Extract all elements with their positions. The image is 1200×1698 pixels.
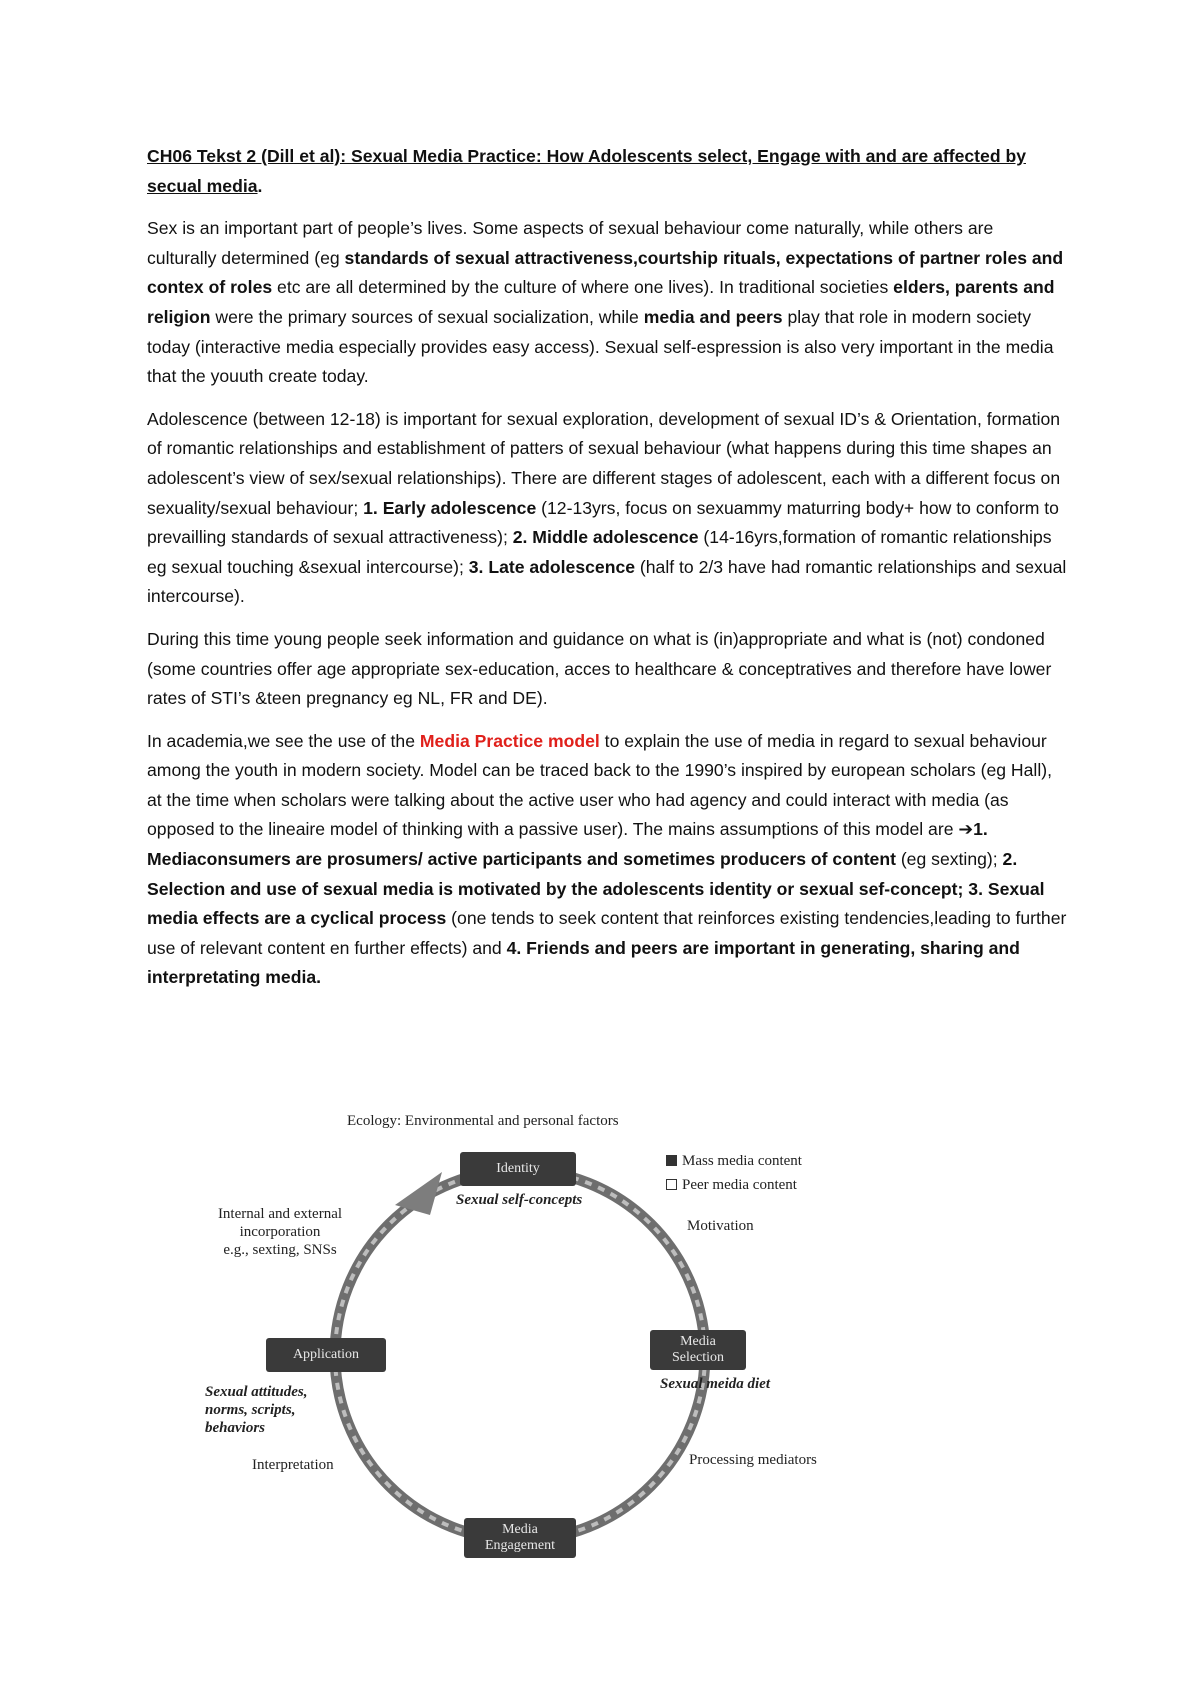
legend-mass: [666, 1152, 802, 1170]
text-run: etc are all determined by the culture of where one lives). In traditional societies: [272, 277, 894, 298]
sexual-self-concepts-label: Sexual self-concepts: [456, 1192, 583, 1208]
arrow-icon: ➔: [958, 819, 974, 840]
document-body: [147, 142, 1067, 1006]
highlight-run: Media Practice model: [419, 730, 600, 751]
text-run: play that role in modern society today (interactive media especially provides easy access). Sexual self-espression is also very important in the media that the youuth create today.: [147, 306, 1054, 387]
bold-run: 3. Late adolescence: [468, 556, 636, 577]
motivation-label: Motivation: [687, 1218, 754, 1234]
legend-mass-text: Mass media content: [682, 1153, 802, 1169]
media-practice-model-diagram: [190, 1110, 890, 1570]
sexual-attitudes-label: [205, 1383, 308, 1437]
legend-peer: [666, 1176, 797, 1194]
text-run: (12-13yrs, focus on sexuammy maturring body+ how to conform to prevailling standards of sexual attractiveness);: [147, 497, 1059, 548]
text-run: were the primary sources of sexual socialization, while: [210, 306, 644, 327]
ecology-label: Ecology: Environmental and personal factors: [347, 1113, 619, 1129]
paragraph-sexuality-culture: [147, 214, 1067, 392]
incorporation-line: Internal and external: [217, 1206, 343, 1222]
identity-box: Identity: [460, 1152, 576, 1186]
document-title: [147, 142, 1067, 201]
sexual-attitudes-line: behaviors: [205, 1420, 265, 1436]
media-engagement-line: Engagement: [485, 1538, 555, 1553]
paragraph-adolescence: [147, 405, 1067, 612]
bold-run: 1. Early adolescence: [363, 497, 537, 518]
text-run: (14-16yrs,formation of romantic relationships eg sexual touching &sexual intercourse);: [147, 527, 1052, 577]
sexual-attitudes-line: norms, scripts,: [205, 1402, 296, 1418]
bold-run: 2. Middle adolescence: [512, 527, 699, 548]
title-period: .: [257, 175, 263, 196]
mass-media-square-icon: [666, 1155, 677, 1166]
media-engagement-line: Media: [502, 1522, 538, 1537]
incorporation-line: incorporation: [239, 1224, 321, 1240]
text-run: (eg sexting);: [895, 849, 1003, 870]
bold-run: elders, parents and religion: [147, 277, 1055, 327]
paragraph-guidance: During this time young people seek information and guidance on what is (in)appropriate and what is (not) condoned (some countries offer age appropriate sex-education, acces to healthcare & conceptratives and therefore have lower rates of STI’s &teen pregnancy eg NL, FR and DE).: [147, 628, 1052, 709]
legend-peer-text: Peer media content: [682, 1177, 797, 1193]
title-text: CH06 Tekst 2 (Dill et al): Sexual Media Practice: How Adolescents select, Engage with and are affected by secual media: [147, 146, 1026, 196]
incorporation-label: [190, 1205, 370, 1259]
bold-run: standards of sexual attractiveness,courtship rituals, expectations of partner roles and contex of roles: [147, 247, 1064, 298]
bold-run: media and peers: [643, 306, 783, 327]
bold-run: 4. Friends and peers are important in generating, sharing and interpretating media.: [147, 937, 1020, 988]
media-engagement-box: [464, 1518, 576, 1558]
media-selection-line: Selection: [671, 1350, 725, 1365]
bold-run: 1. Mediaconsumers are prosumers/ active participants and sometimes producers of content: [147, 819, 988, 870]
processing-mediators-label: Processing mediators: [689, 1452, 817, 1468]
bold-run: 2. Selection and use of sexual media is motivated by the adolescents identity or sexual sef-concept; 3. Sexual media effects are a cyclical process: [147, 849, 1045, 929]
peer-media-square-icon: [666, 1179, 677, 1190]
text-run: (half to 2/3 have had romantic relationships and sexual intercourse).: [147, 556, 1067, 607]
media-selection-line: Media: [680, 1334, 716, 1349]
text-run: Adolescence (between 12-18) is important for sexual exploration, development of sexual ID’s & Orientation, formation of romantic relationships and establishment of patters of sexual behaviour (what happens during this time shapes an adolescent’s view of sex/sexual relationships). There are different stages of adolescent, each with a different focus on sexuality/sexual behaviour;: [147, 408, 1061, 518]
text-run: to explain the use of media in regard to sexual behaviour among the youth in modern society. Model can be traced back to the 1990’s inspired by european scholars (eg Hall), at the time when scholars were talking about the active user who had agency and could interact with media (as opposed to the lineaire model of thinking with a passive user). The mains assumptions of this model are: [147, 730, 1052, 840]
media-selection-box: [650, 1330, 746, 1370]
text-run: Sex is an important part of people’s lives. Some aspects of sexual behaviour come naturally, while others are culturally determined (eg: [147, 218, 994, 268]
paragraph-media-practice-model: [147, 727, 1067, 993]
application-box: Application: [266, 1338, 386, 1372]
interpretation-label: Interpretation: [252, 1457, 334, 1473]
sexual-media-diet-label: Sexual meida diet: [660, 1376, 770, 1392]
text-run: In academia,we see the use of the: [147, 730, 420, 751]
text-run: (one tends to seek content that reinforces existing tendencies,leading to further use of relevant content en further effects) and: [147, 908, 1067, 958]
sexual-attitudes-line: Sexual attitudes,: [205, 1384, 308, 1400]
incorporation-line: e.g., sexting, SNSs: [223, 1242, 337, 1258]
